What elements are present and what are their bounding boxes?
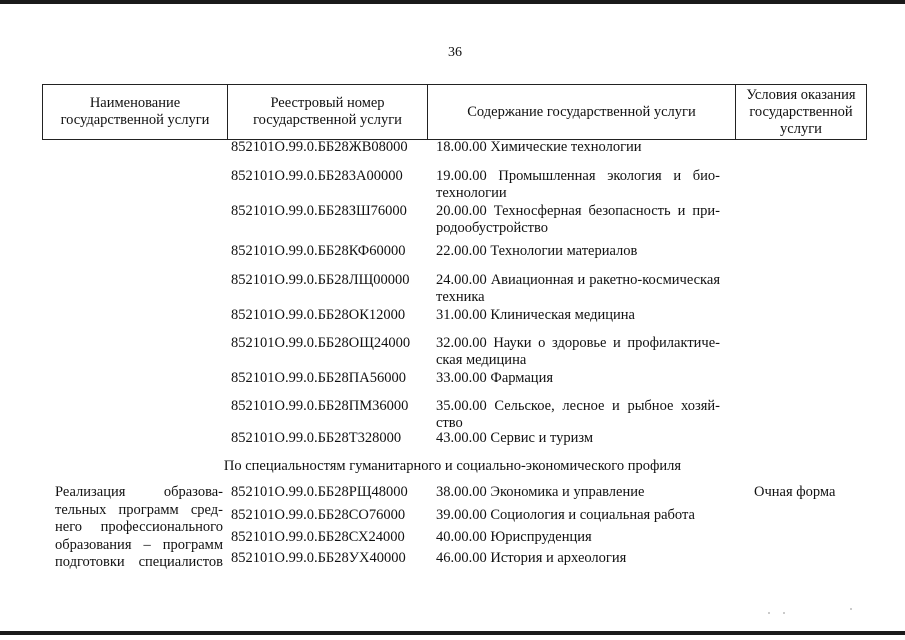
service-name: Реализация образова-тельных программ сред-него профессионального образования – программ подготовки специалистов <box>55 484 223 570</box>
registry-number: 852101О.99.0.ББ28Т328000 <box>231 430 402 446</box>
header-content: Содержание государственной услуги <box>428 85 736 139</box>
service-content: 18.00.00 Химические технологии <box>436 139 642 155</box>
service-content: 20.00.00 Техносферная безопасность и при-родообустройство <box>436 203 720 236</box>
registry-number: 852101О.99.0.ББ28ЛЩ00000 <box>231 272 410 288</box>
scan-speck <box>768 612 770 614</box>
service-content: 24.00.00 Авиационная и ракетно-космическая техника <box>436 272 720 305</box>
service-content: 39.00.00 Социология и социальная работа <box>436 507 695 523</box>
registry-number: 852101О.99.0.ББ28УХ40000 <box>231 550 406 566</box>
service-condition: Очная форма <box>754 484 836 500</box>
scan-edge-bottom <box>0 631 905 635</box>
section-title: По специальностям гуманитарного и социально-экономического профиля <box>223 458 682 474</box>
scan-speck <box>850 608 852 610</box>
registry-number: 852101О.99.0.ББ28ПА56000 <box>231 370 406 386</box>
service-content: 43.00.00 Сервис и туризм <box>436 430 594 446</box>
service-content: 35.00.00 Сельское, лесное и рыбное хозяй-ство <box>436 398 720 431</box>
registry-number: 852101О.99.0.ББ28ОЩ24000 <box>231 335 411 351</box>
registry-number: 852101О.99.0.ББ28ПМ36000 <box>231 398 409 414</box>
registry-number: 852101О.99.0.ББ28ОК12000 <box>231 307 406 323</box>
registry-number: 852101О.99.0.ББ28СО76000 <box>231 507 406 523</box>
registry-number: 852101О.99.0.ББ28КФ60000 <box>231 243 406 259</box>
registry-number: 852101О.99.0.ББ28РЩ48000 <box>231 484 408 500</box>
service-content: 19.00.00 Промышленная экология и био-технологии <box>436 168 720 201</box>
registry-number: 852101О.99.0.ББ28ЗШ76000 <box>231 203 407 219</box>
service-content: 40.00.00 Юриспруденция <box>436 529 592 545</box>
service-content: 31.00.00 Клиническая медицина <box>436 307 635 323</box>
service-content: 46.00.00 История и археология <box>436 550 627 566</box>
scan-speck <box>783 612 785 614</box>
header-registry-number: Реестровый номер государственной услуги <box>228 85 428 139</box>
page-number: 36 <box>448 45 462 60</box>
registry-number: 852101О.99.0.ББ283А00000 <box>231 168 403 184</box>
registry-number: 852101О.99.0.ББ28СХ24000 <box>231 529 405 545</box>
table-header <box>42 84 867 140</box>
header-service-name: Наименование государственной услуги <box>42 85 228 139</box>
service-content: 33.00.00 Фармация <box>436 370 553 386</box>
registry-number: 852101О.99.0.ББ28ЖВ08000 <box>231 139 408 155</box>
scan-edge-top <box>0 0 905 4</box>
service-content: 32.00.00 Науки о здоровье и профилактиче-ская медицина <box>436 335 720 368</box>
service-content: 38.00.00 Экономика и управление <box>436 484 645 500</box>
header-conditions: Условия оказания государственной услуги <box>736 85 867 139</box>
service-content: 22.00.00 Технологии материалов <box>436 243 638 259</box>
